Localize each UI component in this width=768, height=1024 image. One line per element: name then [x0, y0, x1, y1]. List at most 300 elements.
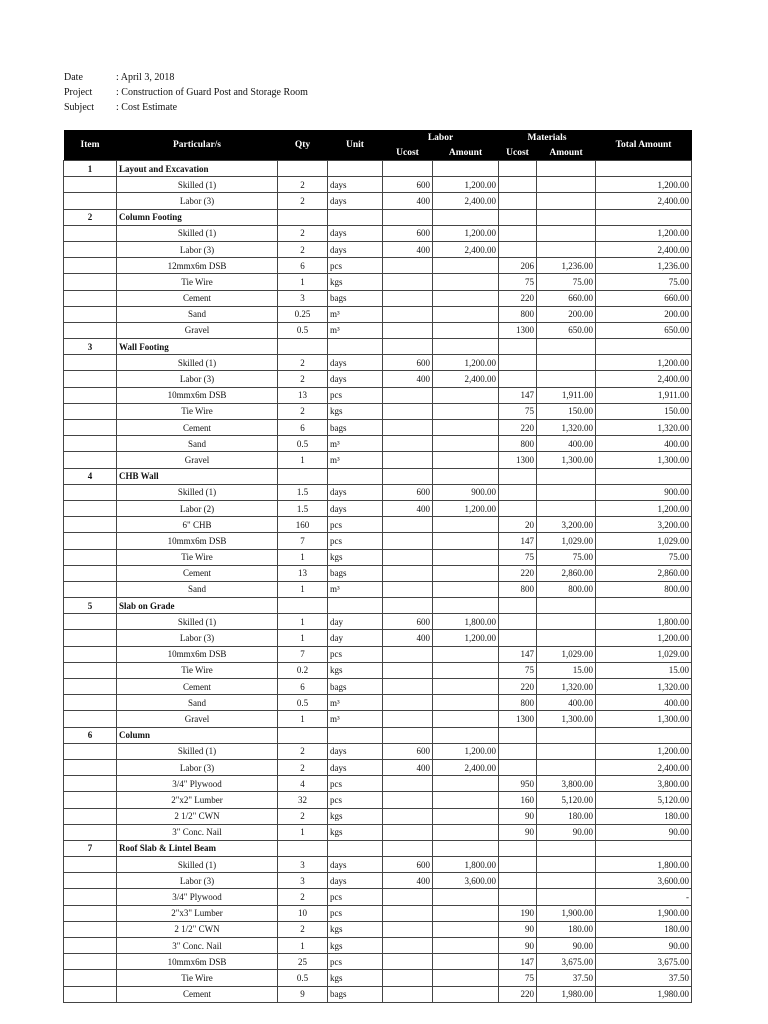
material-ucost-cell	[499, 339, 537, 355]
material-amount-cell: 90.00	[537, 938, 596, 954]
date-label: Date	[64, 72, 83, 83]
total-amount-cell: 3,675.00	[596, 954, 692, 970]
labor-ucost-cell	[383, 646, 433, 662]
item-cell	[64, 857, 117, 873]
unit-cell	[328, 209, 383, 225]
unit-cell: bags	[328, 986, 383, 1002]
total-amount-cell: 90.00	[596, 938, 692, 954]
item-cell	[64, 986, 117, 1002]
line-item-row	[64, 565, 692, 581]
subject-label: Subject	[64, 102, 94, 113]
qty-cell: 0.5	[278, 436, 328, 452]
particular-cell: Skilled (1)	[117, 743, 278, 759]
particular-cell: Skilled (1)	[117, 857, 278, 873]
qty-cell: 32	[278, 792, 328, 808]
document-header	[64, 70, 308, 115]
total-amount-cell	[596, 209, 692, 225]
labor-amount-cell: 1,200.00	[433, 500, 499, 516]
qty-cell: 3	[278, 857, 328, 873]
unit-cell: day	[328, 614, 383, 630]
qty-cell: 2	[278, 225, 328, 241]
qty-cell: 2	[278, 743, 328, 759]
labor-amount-cell	[433, 290, 499, 306]
qty-cell	[278, 209, 328, 225]
unit-cell: days	[328, 743, 383, 759]
qty-cell: 7	[278, 533, 328, 549]
section-title: Column	[117, 727, 278, 743]
material-ucost-cell	[499, 889, 537, 905]
total-amount-cell: 180.00	[596, 808, 692, 824]
line-item-row	[64, 921, 692, 937]
section-title: Column Footing	[117, 209, 278, 225]
material-ucost-cell: 90	[499, 824, 537, 840]
labor-ucost-cell	[383, 517, 433, 533]
date-value: : April 3, 2018	[116, 72, 175, 83]
total-amount-cell	[596, 161, 692, 177]
unit-cell: kgs	[328, 921, 383, 937]
item-cell	[64, 355, 117, 371]
material-amount-cell: 90.00	[537, 824, 596, 840]
labor-amount-cell	[433, 646, 499, 662]
labor-amount-cell	[433, 161, 499, 177]
section-row	[64, 598, 692, 614]
labor-ucost-cell	[383, 161, 433, 177]
material-amount-cell: 1,300.00	[537, 711, 596, 727]
material-amount-cell	[537, 630, 596, 646]
line-item-row	[64, 711, 692, 727]
material-ucost-cell	[499, 614, 537, 630]
line-item-row	[64, 970, 692, 986]
labor-ucost-cell	[383, 565, 433, 581]
unit-cell: pcs	[328, 646, 383, 662]
labor-ucost-cell	[383, 420, 433, 436]
particular-cell: Skilled (1)	[117, 614, 278, 630]
qty-cell: 1	[278, 711, 328, 727]
line-item-row	[64, 905, 692, 921]
total-amount-cell	[596, 727, 692, 743]
line-item-row	[64, 759, 692, 775]
particular-cell: 10mmx6m DSB	[117, 646, 278, 662]
material-amount-cell: 150.00	[537, 403, 596, 419]
qty-cell	[278, 161, 328, 177]
qty-cell: 1	[278, 274, 328, 290]
labor-ucost-cell: 600	[383, 355, 433, 371]
item-cell	[64, 193, 117, 209]
unit-cell: days	[328, 241, 383, 257]
material-amount-cell: 75.00	[537, 274, 596, 290]
material-amount-cell: 37.50	[537, 970, 596, 986]
material-ucost-cell: 220	[499, 565, 537, 581]
material-amount-cell	[537, 500, 596, 516]
labor-amount-cell: 1,200.00	[433, 225, 499, 241]
material-amount-cell	[537, 743, 596, 759]
subject-row	[64, 100, 308, 115]
table-header	[64, 130, 692, 161]
labor-ucost-cell	[383, 792, 433, 808]
item-cell	[64, 695, 117, 711]
particular-cell: Skilled (1)	[117, 355, 278, 371]
line-item-row	[64, 889, 692, 905]
particular-cell: Labor (3)	[117, 241, 278, 257]
total-amount-cell	[596, 598, 692, 614]
labor-amount-cell: 2,400.00	[433, 371, 499, 387]
material-amount-cell	[537, 889, 596, 905]
unit-cell	[328, 468, 383, 484]
material-ucost-cell: 147	[499, 646, 537, 662]
qty-cell: 0.25	[278, 306, 328, 322]
particular-cell: 2"x3" Lumber	[117, 905, 278, 921]
line-item-row	[64, 436, 692, 452]
total-amount-cell: 1,900.00	[596, 905, 692, 921]
section-item-number: 7	[64, 840, 117, 856]
header-materials: Materials	[499, 130, 596, 146]
unit-cell: kgs	[328, 808, 383, 824]
line-item-row	[64, 517, 692, 533]
qty-cell: 3	[278, 873, 328, 889]
qty-cell	[278, 598, 328, 614]
unit-cell: pcs	[328, 517, 383, 533]
line-item-row	[64, 549, 692, 565]
labor-amount-cell: 1,800.00	[433, 857, 499, 873]
unit-cell: m³	[328, 322, 383, 338]
project-row	[64, 85, 308, 100]
labor-amount-cell: 900.00	[433, 484, 499, 500]
qty-cell: 6	[278, 679, 328, 695]
labor-ucost-cell: 400	[383, 241, 433, 257]
item-cell	[64, 290, 117, 306]
labor-amount-cell	[433, 436, 499, 452]
material-amount-cell	[537, 759, 596, 775]
labor-amount-cell	[433, 824, 499, 840]
total-amount-cell: 400.00	[596, 695, 692, 711]
line-item-row	[64, 193, 692, 209]
material-amount-cell	[537, 484, 596, 500]
qty-cell: 2	[278, 403, 328, 419]
qty-cell: 2	[278, 371, 328, 387]
item-cell	[64, 808, 117, 824]
labor-amount-cell	[433, 533, 499, 549]
line-item-row	[64, 808, 692, 824]
material-ucost-cell	[499, 468, 537, 484]
item-cell	[64, 517, 117, 533]
material-ucost-cell	[499, 598, 537, 614]
material-ucost-cell: 800	[499, 581, 537, 597]
total-amount-cell: 1,320.00	[596, 420, 692, 436]
qty-cell: 1	[278, 452, 328, 468]
material-amount-cell: 75.00	[537, 549, 596, 565]
total-amount-cell: 1,320.00	[596, 679, 692, 695]
labor-ucost-cell	[383, 776, 433, 792]
labor-amount-cell	[433, 986, 499, 1002]
qty-cell: 1.5	[278, 500, 328, 516]
particular-cell: Labor (3)	[117, 873, 278, 889]
particular-cell: Cement	[117, 565, 278, 581]
material-amount-cell: 1,236.00	[537, 258, 596, 274]
line-item-row	[64, 695, 692, 711]
line-item-row	[64, 776, 692, 792]
total-amount-cell: 75.00	[596, 549, 692, 565]
material-ucost-cell: 220	[499, 420, 537, 436]
qty-cell: 0.2	[278, 662, 328, 678]
qty-cell	[278, 727, 328, 743]
item-cell	[64, 177, 117, 193]
labor-amount-cell	[433, 808, 499, 824]
line-item-row	[64, 387, 692, 403]
total-amount-cell: 5,120.00	[596, 792, 692, 808]
material-ucost-cell	[499, 193, 537, 209]
particular-cell: 10mmx6m DSB	[117, 387, 278, 403]
labor-ucost-cell	[383, 970, 433, 986]
line-item-row	[64, 484, 692, 500]
material-amount-cell: 1,300.00	[537, 452, 596, 468]
total-amount-cell: 1,911.00	[596, 387, 692, 403]
unit-cell	[328, 727, 383, 743]
section-title: Layout and Excavation	[117, 161, 278, 177]
total-amount-cell: 2,400.00	[596, 241, 692, 257]
labor-ucost-cell	[383, 322, 433, 338]
item-cell	[64, 452, 117, 468]
material-amount-cell: 180.00	[537, 808, 596, 824]
qty-cell: 13	[278, 565, 328, 581]
labor-amount-cell	[433, 695, 499, 711]
material-ucost-cell: 1300	[499, 322, 537, 338]
unit-cell: kgs	[328, 970, 383, 986]
labor-ucost-cell	[383, 905, 433, 921]
item-cell	[64, 565, 117, 581]
section-row	[64, 209, 692, 225]
particular-cell: Tie Wire	[117, 274, 278, 290]
unit-cell: m³	[328, 452, 383, 468]
header-labor-amount: Amount	[433, 146, 499, 161]
material-ucost-cell	[499, 759, 537, 775]
unit-cell: days	[328, 193, 383, 209]
material-ucost-cell: 75	[499, 403, 537, 419]
material-amount-cell: 1,320.00	[537, 420, 596, 436]
qty-cell	[278, 339, 328, 355]
total-amount-cell: 660.00	[596, 290, 692, 306]
total-amount-cell: 1,200.00	[596, 743, 692, 759]
unit-cell: pcs	[328, 889, 383, 905]
section-item-number: 2	[64, 209, 117, 225]
labor-amount-cell	[433, 420, 499, 436]
labor-ucost-cell	[383, 889, 433, 905]
particular-cell: Gravel	[117, 452, 278, 468]
unit-cell: m³	[328, 581, 383, 597]
material-amount-cell: 3,675.00	[537, 954, 596, 970]
unit-cell: pcs	[328, 776, 383, 792]
item-cell	[64, 889, 117, 905]
material-amount-cell	[537, 371, 596, 387]
item-cell	[64, 743, 117, 759]
particular-cell: Tie Wire	[117, 662, 278, 678]
labor-amount-cell	[433, 517, 499, 533]
material-ucost-cell	[499, 209, 537, 225]
labor-ucost-cell	[383, 436, 433, 452]
labor-ucost-cell: 600	[383, 743, 433, 759]
section-item-number: 3	[64, 339, 117, 355]
labor-ucost-cell	[383, 581, 433, 597]
material-ucost-cell	[499, 840, 537, 856]
qty-cell: 2	[278, 808, 328, 824]
total-amount-cell: 150.00	[596, 403, 692, 419]
material-ucost-cell	[499, 355, 537, 371]
particular-cell: 10mmx6m DSB	[117, 533, 278, 549]
qty-cell: 2	[278, 241, 328, 257]
labor-ucost-cell: 400	[383, 759, 433, 775]
item-cell	[64, 711, 117, 727]
material-ucost-cell: 220	[499, 290, 537, 306]
labor-ucost-cell	[383, 986, 433, 1002]
line-item-row	[64, 452, 692, 468]
header-labor: Labor	[383, 130, 499, 146]
header-materials-amount: Amount	[537, 146, 596, 161]
material-amount-cell: 1,029.00	[537, 646, 596, 662]
particular-cell: Labor (2)	[117, 500, 278, 516]
labor-ucost-cell	[383, 533, 433, 549]
material-amount-cell: 2,860.00	[537, 565, 596, 581]
material-ucost-cell: 1300	[499, 452, 537, 468]
line-item-row	[64, 873, 692, 889]
section-item-number: 4	[64, 468, 117, 484]
labor-amount-cell	[433, 905, 499, 921]
particular-cell: 12mmx6m DSB	[117, 258, 278, 274]
item-cell	[64, 258, 117, 274]
line-item-row	[64, 177, 692, 193]
line-item-row	[64, 403, 692, 419]
section-item-number: 1	[64, 161, 117, 177]
total-amount-cell: 200.00	[596, 306, 692, 322]
material-ucost-cell: 20	[499, 517, 537, 533]
unit-cell: days	[328, 371, 383, 387]
header-qty: Qty	[278, 130, 328, 161]
particular-cell: 2 1/2" CWN	[117, 808, 278, 824]
item-cell	[64, 873, 117, 889]
item-cell	[64, 306, 117, 322]
material-amount-cell: 1,029.00	[537, 533, 596, 549]
particular-cell: Sand	[117, 436, 278, 452]
item-cell	[64, 241, 117, 257]
particular-cell: 10mmx6m DSB	[117, 954, 278, 970]
unit-cell: m³	[328, 711, 383, 727]
qty-cell: 0.5	[278, 322, 328, 338]
qty-cell: 9	[278, 986, 328, 1002]
labor-ucost-cell	[383, 954, 433, 970]
unit-cell: bags	[328, 565, 383, 581]
labor-amount-cell	[433, 209, 499, 225]
labor-ucost-cell	[383, 727, 433, 743]
particular-cell: Cement	[117, 986, 278, 1002]
total-amount-cell	[596, 339, 692, 355]
unit-cell: day	[328, 630, 383, 646]
unit-cell: kgs	[328, 824, 383, 840]
total-amount-cell: 90.00	[596, 824, 692, 840]
line-item-row	[64, 258, 692, 274]
item-cell	[64, 436, 117, 452]
material-ucost-cell: 90	[499, 808, 537, 824]
labor-ucost-cell	[383, 290, 433, 306]
labor-amount-cell	[433, 322, 499, 338]
section-row	[64, 468, 692, 484]
labor-amount-cell	[433, 274, 499, 290]
labor-ucost-cell	[383, 938, 433, 954]
item-cell	[64, 549, 117, 565]
section-title: Slab on Grade	[117, 598, 278, 614]
total-amount-cell: 2,860.00	[596, 565, 692, 581]
particular-cell: 3/4" Plywood	[117, 776, 278, 792]
section-row	[64, 161, 692, 177]
labor-amount-cell	[433, 387, 499, 403]
particular-cell: Labor (3)	[117, 371, 278, 387]
section-row	[64, 727, 692, 743]
unit-cell: m³	[328, 436, 383, 452]
total-amount-cell: 1,200.00	[596, 500, 692, 516]
labor-amount-cell	[433, 306, 499, 322]
item-cell	[64, 274, 117, 290]
total-amount-cell: -	[596, 889, 692, 905]
material-ucost-cell: 90	[499, 921, 537, 937]
labor-amount-cell: 1,800.00	[433, 614, 499, 630]
material-amount-cell: 15.00	[537, 662, 596, 678]
total-amount-cell: 2,400.00	[596, 371, 692, 387]
labor-ucost-cell	[383, 339, 433, 355]
material-ucost-cell: 800	[499, 306, 537, 322]
material-amount-cell	[537, 614, 596, 630]
material-ucost-cell	[499, 727, 537, 743]
unit-cell: pcs	[328, 954, 383, 970]
particular-cell: 6" CHB	[117, 517, 278, 533]
labor-amount-cell	[433, 840, 499, 856]
total-amount-cell: 180.00	[596, 921, 692, 937]
particular-cell: Skilled (1)	[117, 225, 278, 241]
material-ucost-cell	[499, 225, 537, 241]
unit-cell: kgs	[328, 938, 383, 954]
line-item-row	[64, 614, 692, 630]
labor-ucost-cell	[383, 403, 433, 419]
material-ucost-cell	[499, 857, 537, 873]
total-amount-cell: 1,200.00	[596, 355, 692, 371]
qty-cell: 7	[278, 646, 328, 662]
particular-cell: Tie Wire	[117, 549, 278, 565]
labor-amount-cell	[433, 581, 499, 597]
qty-cell: 160	[278, 517, 328, 533]
qty-cell: 1	[278, 630, 328, 646]
particular-cell: Sand	[117, 306, 278, 322]
section-row	[64, 339, 692, 355]
unit-cell: days	[328, 177, 383, 193]
project-label: Project	[64, 87, 93, 98]
labor-ucost-cell	[383, 711, 433, 727]
item-cell	[64, 970, 117, 986]
item-cell	[64, 905, 117, 921]
subject-value: : Cost Estimate	[116, 102, 178, 113]
material-ucost-cell: 75	[499, 549, 537, 565]
qty-cell: 1	[278, 938, 328, 954]
line-item-row	[64, 306, 692, 322]
labor-amount-cell	[433, 938, 499, 954]
unit-cell: pcs	[328, 533, 383, 549]
labor-amount-cell	[433, 452, 499, 468]
line-item-row	[64, 824, 692, 840]
line-item-row	[64, 533, 692, 549]
qty-cell: 1	[278, 581, 328, 597]
labor-amount-cell	[433, 792, 499, 808]
material-ucost-cell: 75	[499, 274, 537, 290]
item-cell	[64, 776, 117, 792]
material-ucost-cell: 800	[499, 695, 537, 711]
labor-ucost-cell: 600	[383, 225, 433, 241]
item-cell	[64, 420, 117, 436]
line-item-row	[64, 274, 692, 290]
